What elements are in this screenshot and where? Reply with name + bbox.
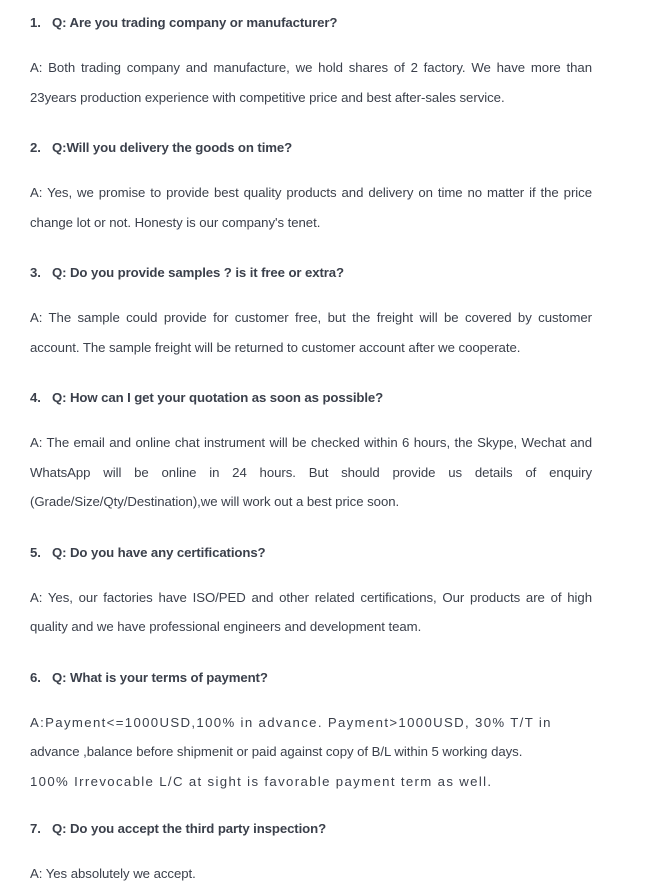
faq-question-text-3: Q: Do you provide samples ? is it free or extra? <box>52 265 344 280</box>
faq-answer-1: A: Both trading company and manufacture, we hold shares of 2 factory. We have more than 23years production experience with competitive price and best after-sales service. <box>30 60 592 105</box>
faq-question-6 <box>30 669 592 686</box>
faq-question-text-6: Q: What is your terms of payment? <box>52 669 268 685</box>
faq-item-3 <box>30 264 592 362</box>
faq-item-7 <box>30 820 592 889</box>
faq-item-4 <box>30 389 592 517</box>
faq-answer-6-line-3 <box>30 767 592 797</box>
faq-question-7 <box>30 820 592 837</box>
faq-number-1: 1. <box>30 15 41 30</box>
faq-number-4: 4. <box>30 390 41 405</box>
faq-question-2 <box>30 139 592 156</box>
spacer <box>30 796 592 820</box>
spacer <box>30 156 592 178</box>
faq-number-2: 2. <box>30 140 41 155</box>
faq-number-5: 5. <box>30 544 41 560</box>
spacer <box>30 281 592 303</box>
spacer <box>30 406 592 428</box>
faq-answer-5: A: Yes, our factories have ISO/PED and other related certifications, Our products are of high quality and we have professional engineers and development team. <box>30 589 592 634</box>
faq-number-3: 3. <box>30 265 41 280</box>
faq-number-6: 6. <box>30 669 41 685</box>
spacer <box>30 362 592 389</box>
spacer <box>30 561 592 583</box>
spacer <box>30 642 592 669</box>
faq-question-text-5: Q: Do you have any certifications? <box>52 544 266 560</box>
spacer <box>30 837 592 859</box>
spacer <box>30 31 592 53</box>
faq-item-1 <box>30 14 592 112</box>
faq-answer-6-line-3-text: 100% Irrevocable L/C at sight is favorable payment term as well. <box>30 773 493 789</box>
faq-question-5 <box>30 544 592 561</box>
faq-item-2 <box>30 139 592 237</box>
faq-question-1 <box>30 14 592 31</box>
faq-question-text-4: Q: How can I get your quotation as soon as possible? <box>52 390 384 405</box>
faq-item-6 <box>30 669 592 797</box>
spacer <box>30 686 592 708</box>
faq-question-4 <box>30 389 592 406</box>
spacer <box>30 517 592 544</box>
faq-question-text-7: Q: Do you accept the third party inspection? <box>52 821 327 836</box>
faq-question-text-2: Q:Will you delivery the goods on time? <box>52 140 293 155</box>
faq-answer-6-line-2: advance ,balance before shipmenit or paid against copy of B/L within 5 working days. <box>30 744 523 759</box>
faq-number-7: 7. <box>30 821 41 836</box>
faq-answer-6-line-1 <box>30 708 592 738</box>
faq-item-5 <box>30 544 592 642</box>
faq-answer-6-line-1-text: A:Payment<=1000USD,100% in advance. Payment>1000USD, 30% T/T in <box>30 714 552 730</box>
spacer <box>30 112 592 139</box>
faq-answer-4: A: The email and online chat instrument will be checked within 6 hours, the Skype, Wechat and WhatsApp will be online in 24 hours. But should provide us details of enquiry (Grade/Size/Qty/Destination),we will work out a best price soon. <box>30 435 592 509</box>
spacer <box>30 237 592 264</box>
faq-answer-3: A: The sample could provide for customer free, but the freight will be covered by customer account. The sample freight will be returned to customer account after we cooperate. <box>30 310 592 355</box>
faq-answer-7: A: Yes absolutely we accept. <box>30 866 196 881</box>
faq-question-3 <box>30 264 592 281</box>
faq-answer-2: A: Yes, we promise to provide best quality products and delivery on time no matter if the price change lot or not. Honesty is our company's tenet. <box>30 185 592 230</box>
faq-question-text-1: Q: Are you trading company or manufacturer? <box>52 15 338 30</box>
